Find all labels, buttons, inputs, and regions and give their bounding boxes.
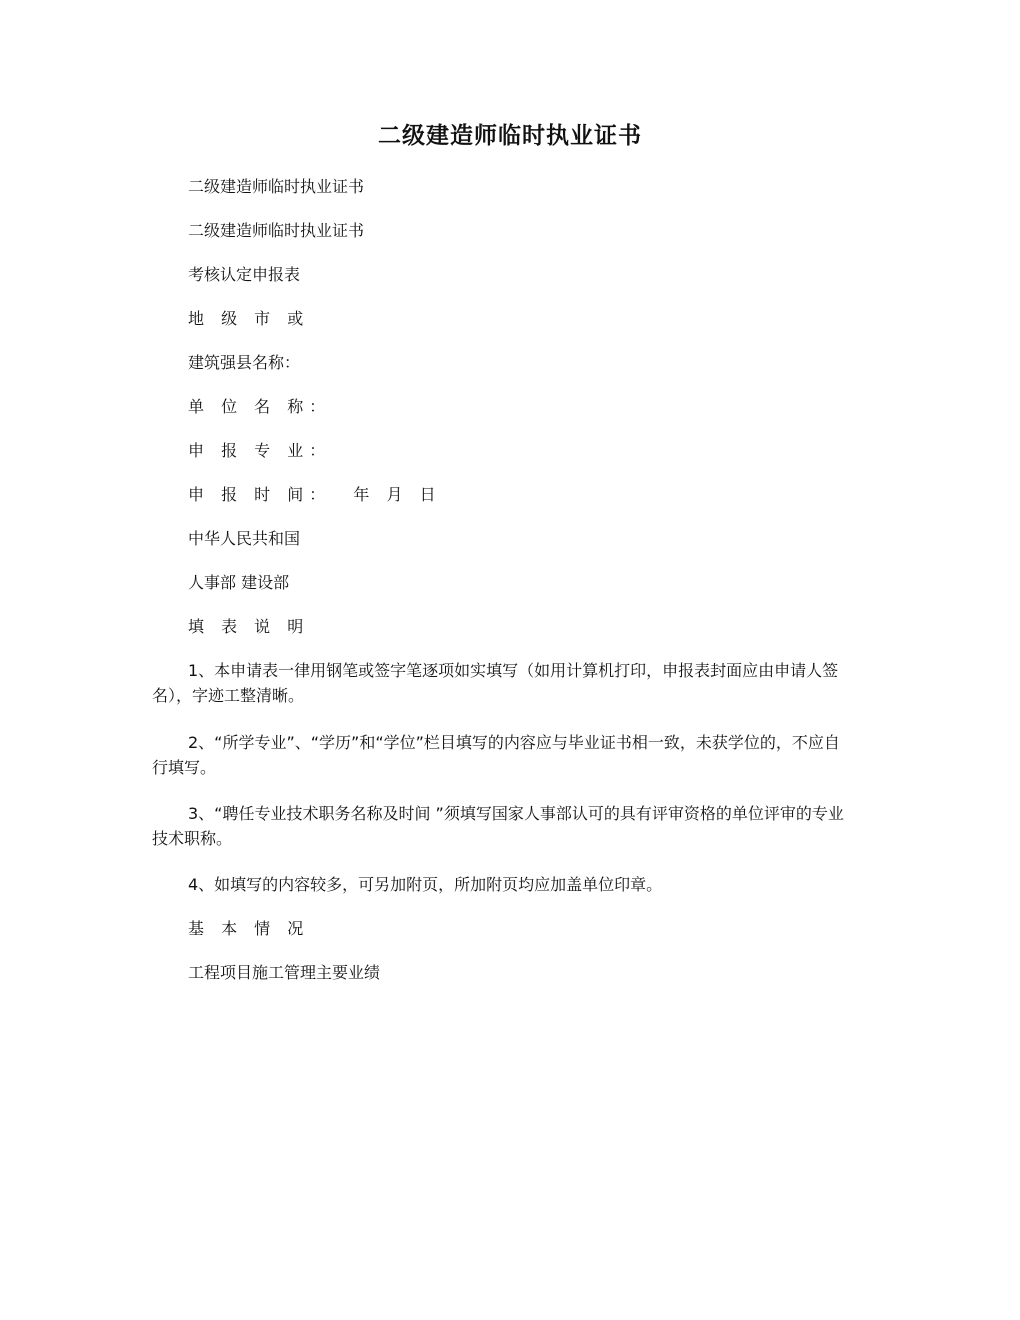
field-city-label: 地 级 市 或 <box>188 309 310 328</box>
subtitle-line-2: 二级建造师临时执业证书 <box>188 221 365 240</box>
form-name: 考核认定申报表 <box>188 265 301 284</box>
field-date-label: 申 报 时 间： 年 月 日 <box>188 485 442 504</box>
instruction-1: 1、本申请表一律用钢笔或签字笔逐项如实填写（如用计算机打印，申报表封面应由申请人签名），字迹工整清晰。 <box>152 661 839 705</box>
instructions-heading: 填 表 说 明 <box>188 617 310 636</box>
issuer-country: 中华人民共和国 <box>188 529 301 548</box>
field-major-label: 申 报 专 业： <box>188 441 332 460</box>
document-title: 二级建造师临时执业证书 <box>378 123 642 149</box>
issuer-ministries: 人事部 建设部 <box>188 573 290 592</box>
section-basic-info: 基 本 情 况 <box>188 919 310 938</box>
instruction-4: 4、如填写的内容较多，可另加附页，所加附页均应加盖单位印章。 <box>188 875 663 894</box>
instruction-2: 2、“所学专业”、“学历”和“学位”栏目填写的内容应与毕业证书相一致，未获学位的，不应自行填写。 <box>152 733 840 777</box>
field-county-label: 建筑强县名称： <box>188 353 301 372</box>
field-unit-label: 单 位 名 称： <box>188 397 332 416</box>
subtitle-line-1: 二级建造师临时执业证书 <box>188 177 365 196</box>
section-project-performance: 工程项目施工管理主要业绩 <box>188 963 381 982</box>
instruction-3: 3、“聘任专业技术职务名称及时间 ”须填写国家人事部认可的具有评审资格的单位评审的专业技术职称。 <box>152 804 844 848</box>
